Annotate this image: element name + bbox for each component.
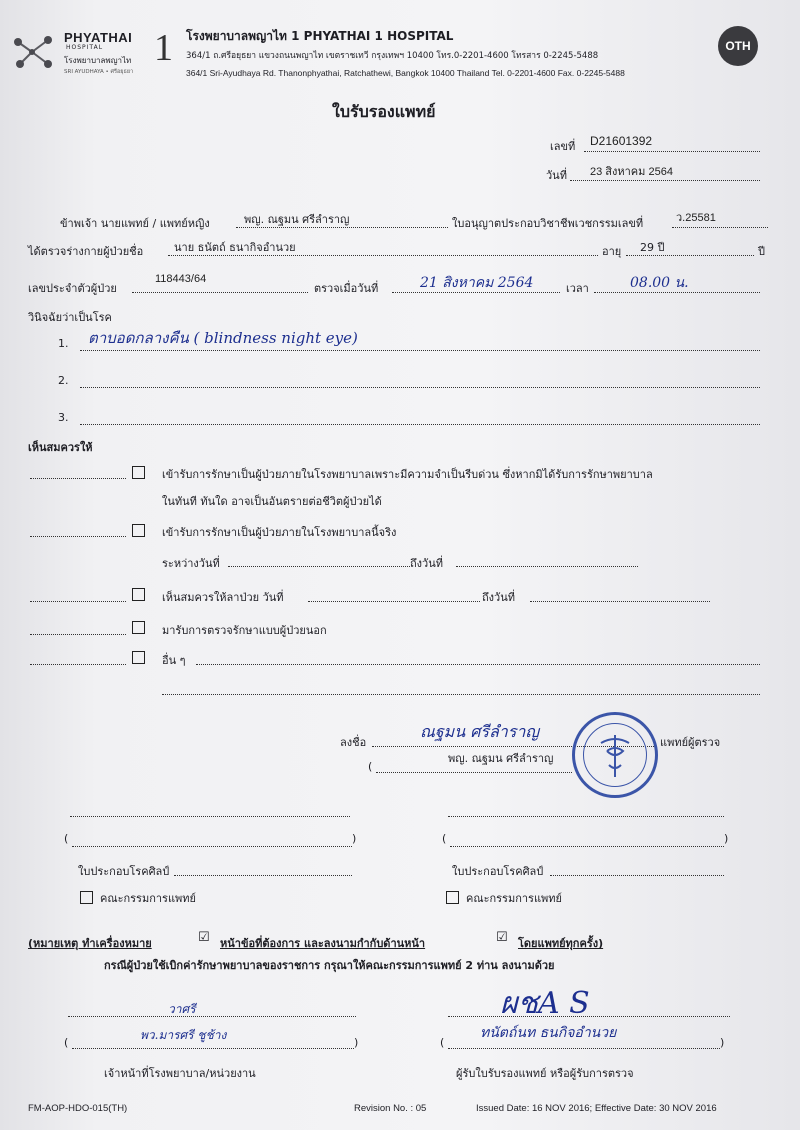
hospital-name: โรงพยาบาลพญาไท 1 PHYATHAI 1 HOSPITAL bbox=[186, 29, 454, 43]
right-art-license-label: ใบประกอบโรคศิลป์ bbox=[452, 865, 544, 878]
form-issued-dates: Issued Date: 16 NOV 2016; Effective Date: 30 NOV 2016 bbox=[476, 1103, 717, 1114]
option-urgent-admit-line1: เข้ารับการรักษาเป็นผู้ป่วยภายในโรงพยาบาลเพราะมีความจำเป็นรีบด่วน ซึ่งหากมิได้รับการรักษาพยาบาล bbox=[162, 468, 653, 481]
recipient-signature: ผชA S bbox=[500, 986, 590, 1021]
license-label: ใบอนุญาตประกอบวิชาชีพเวชกรรมเลขที่ bbox=[452, 217, 644, 230]
option-admit-from-label: ระหว่างวันที่ bbox=[162, 557, 220, 570]
patient-value: นาย ธนัตถ์ ธนากิจอำนวย bbox=[174, 241, 296, 254]
brand-sub: HOSPITAL bbox=[66, 44, 104, 51]
option-admit-line1: เข้ารับการรักษาเป็นผู้ป่วยภายในโรงพยาบาลนี้จริง bbox=[162, 526, 397, 539]
oth-badge: OTH bbox=[718, 26, 758, 66]
diagnosis-3-num: 3. bbox=[58, 411, 69, 424]
doctor-name-open-paren: ( bbox=[368, 760, 373, 773]
recipient-close-paren: ) bbox=[720, 1036, 725, 1049]
left-committee-close-paren: ) bbox=[352, 832, 357, 845]
option-urgent-admit-checkbox[interactable] bbox=[132, 466, 145, 479]
doctor-label: ข้าพเจ้า นายแพทย์ / แพทย์หญิง bbox=[60, 217, 210, 230]
brand-name-en: PHYATHAI bbox=[64, 30, 133, 45]
recipient-caption: ผู้รับใบรับรองแพทย์ หรือผู้รับการตรวจ bbox=[456, 1067, 634, 1080]
option-sick-leave-label: เห็นสมควรให้ลาป่วย วันที่ bbox=[162, 591, 284, 604]
diagnosis-1-value: ตาบอดกลางคืน ( blindness night eye) bbox=[88, 329, 358, 347]
right-committee-open-paren: ( bbox=[442, 832, 447, 845]
patient-id-label: เลขประจำตัวผู้ป่วย bbox=[28, 282, 117, 295]
staff-signature: วาศรี bbox=[168, 1002, 196, 1016]
note-check-icon-2: ☑ bbox=[496, 930, 508, 945]
signature-label: ลงชื่อ bbox=[340, 736, 367, 749]
left-committee-checkbox[interactable] bbox=[80, 891, 93, 904]
form-revision: Revision No. : 05 bbox=[354, 1103, 427, 1114]
patient-label: ได้ตรวจร่างกายผู้ป่วยชื่อ bbox=[28, 245, 144, 258]
address-th: 364/1 ถ.ศรีอยุธยา แขวงถนนพญาไท เขตราชเทวี กรุงเทพฯ 10400 โทร.0-2201-4600 โทรสาร 0-2245-5488 bbox=[186, 51, 599, 61]
doc-date-value: 23 สิงหาคม 2564 bbox=[590, 166, 673, 178]
hospital-logo bbox=[8, 26, 178, 92]
staff-open-paren: ( bbox=[64, 1036, 69, 1049]
doctor-signature: ณฐมน ศรีลำราญ bbox=[420, 722, 539, 741]
doc-date-label: วันที่ bbox=[546, 169, 567, 182]
opinion-heading: เห็นสมควรให้ bbox=[28, 441, 93, 454]
address-en: 364/1 Sri-Ayudhaya Rd. Thanonphyathai, Ratchathewi, Bangkok 10400 Thailand Tel. 0-2201-4600 Fax. 0-2245-5488 bbox=[186, 68, 625, 78]
option-urgent-admit-line2: ในทันที ทันใด อาจเป็นอันตรายต่อชีวิตผู้ป่วยได้ bbox=[162, 495, 382, 508]
option-other-label: อื่น ๆ bbox=[162, 654, 186, 667]
left-art-license-label: ใบประกอบโรคศิลป์ bbox=[78, 865, 170, 878]
brand-name-th: โรงพยาบาลพญาไท bbox=[64, 56, 132, 65]
exam-time-value: 08.00 น. bbox=[630, 275, 689, 291]
staff-name: พว.มารศรี ชูช้าง bbox=[140, 1028, 227, 1042]
left-committee-open-paren: ( bbox=[64, 832, 69, 845]
brand-tag: SRI AYUDHAYA • ศรีอยุธยา bbox=[64, 69, 134, 75]
form-code: FM-AOP-HDO-015(TH) bbox=[28, 1103, 128, 1114]
hospital-stamp bbox=[572, 712, 658, 798]
molecule-logo-icon bbox=[8, 32, 60, 72]
age-value: 29 ปี bbox=[640, 241, 665, 254]
caduceus-stamp-icon bbox=[575, 715, 655, 795]
exam-date-label: ตรวจเมื่อวันที่ bbox=[314, 282, 379, 295]
doctor-printed-name: พญ. ณฐมน ศรีลำราญ bbox=[448, 752, 554, 765]
recipient-open-paren: ( bbox=[440, 1036, 445, 1049]
diagnosis-label: วินิจฉัยว่าเป็นโรค bbox=[28, 311, 112, 324]
age-label: อายุ bbox=[602, 245, 622, 258]
doc-no-value: D21601392 bbox=[590, 134, 653, 148]
diagnosis-1-num: 1. bbox=[58, 337, 69, 350]
option-admit-to-label: ถึงวันที่ bbox=[410, 557, 443, 570]
right-committee-label: คณะกรรมการแพทย์ bbox=[466, 892, 562, 905]
option-sick-leave-to-label: ถึงวันที่ bbox=[482, 591, 515, 604]
option-outpatient-checkbox[interactable] bbox=[132, 621, 145, 634]
exam-time-label: เวลา bbox=[566, 282, 589, 295]
exam-date-value: 21 สิงหาคม 2564 bbox=[420, 275, 534, 291]
right-committee-checkbox[interactable] bbox=[446, 891, 459, 904]
doc-no-label: เลขที่ bbox=[550, 140, 576, 153]
staff-caption: เจ้าหน้าที่โรงพยาบาล/หน่วยงาน bbox=[104, 1067, 256, 1080]
diagnosis-2-num: 2. bbox=[58, 374, 69, 387]
age-unit: ปี bbox=[758, 245, 765, 258]
page-title: ใบรับรองแพทย์ bbox=[332, 102, 436, 121]
option-other-checkbox[interactable] bbox=[132, 651, 145, 664]
note-middle: หน้าข้อที่ต้องการ และลงนามกำกับด้านหน้า bbox=[220, 937, 426, 950]
left-committee-label: คณะกรรมการแพทย์ bbox=[100, 892, 196, 905]
option-outpatient-label: มารับการตรวจรักษาแบบผู้ป่วยนอก bbox=[162, 624, 327, 637]
doctor-value: พญ. ณฐมน ศรีลำราญ bbox=[244, 213, 350, 226]
note-line-2: กรณีผู้ป่วยใช้เบิกค่ารักษาพยาบาลของราชการ กรุณาให้คณะกรรมการแพทย์ 2 ท่าน ลงนามด้วย bbox=[104, 959, 555, 972]
patient-id-value: 118443/64 bbox=[155, 273, 207, 285]
note-check-icon-1: ☑ bbox=[198, 930, 210, 945]
note-prefix: (หมายเหตุ ทำเครื่องหมาย bbox=[28, 937, 152, 950]
option-sick-leave-checkbox[interactable] bbox=[132, 588, 145, 601]
license-value: ว.25581 bbox=[676, 212, 716, 224]
signature-role: แพทย์ผู้ตรวจ bbox=[660, 736, 721, 749]
recipient-name: ทนัตถ์นท ธนกิจอำนวย bbox=[480, 1025, 617, 1041]
right-committee-close-paren: ) bbox=[724, 832, 729, 845]
brand-number: 1 bbox=[154, 27, 173, 69]
staff-close-paren: ) bbox=[354, 1036, 359, 1049]
option-admit-checkbox[interactable] bbox=[132, 524, 145, 537]
note-suffix: โดยแพทย์ทุกครั้ง) bbox=[518, 937, 604, 950]
